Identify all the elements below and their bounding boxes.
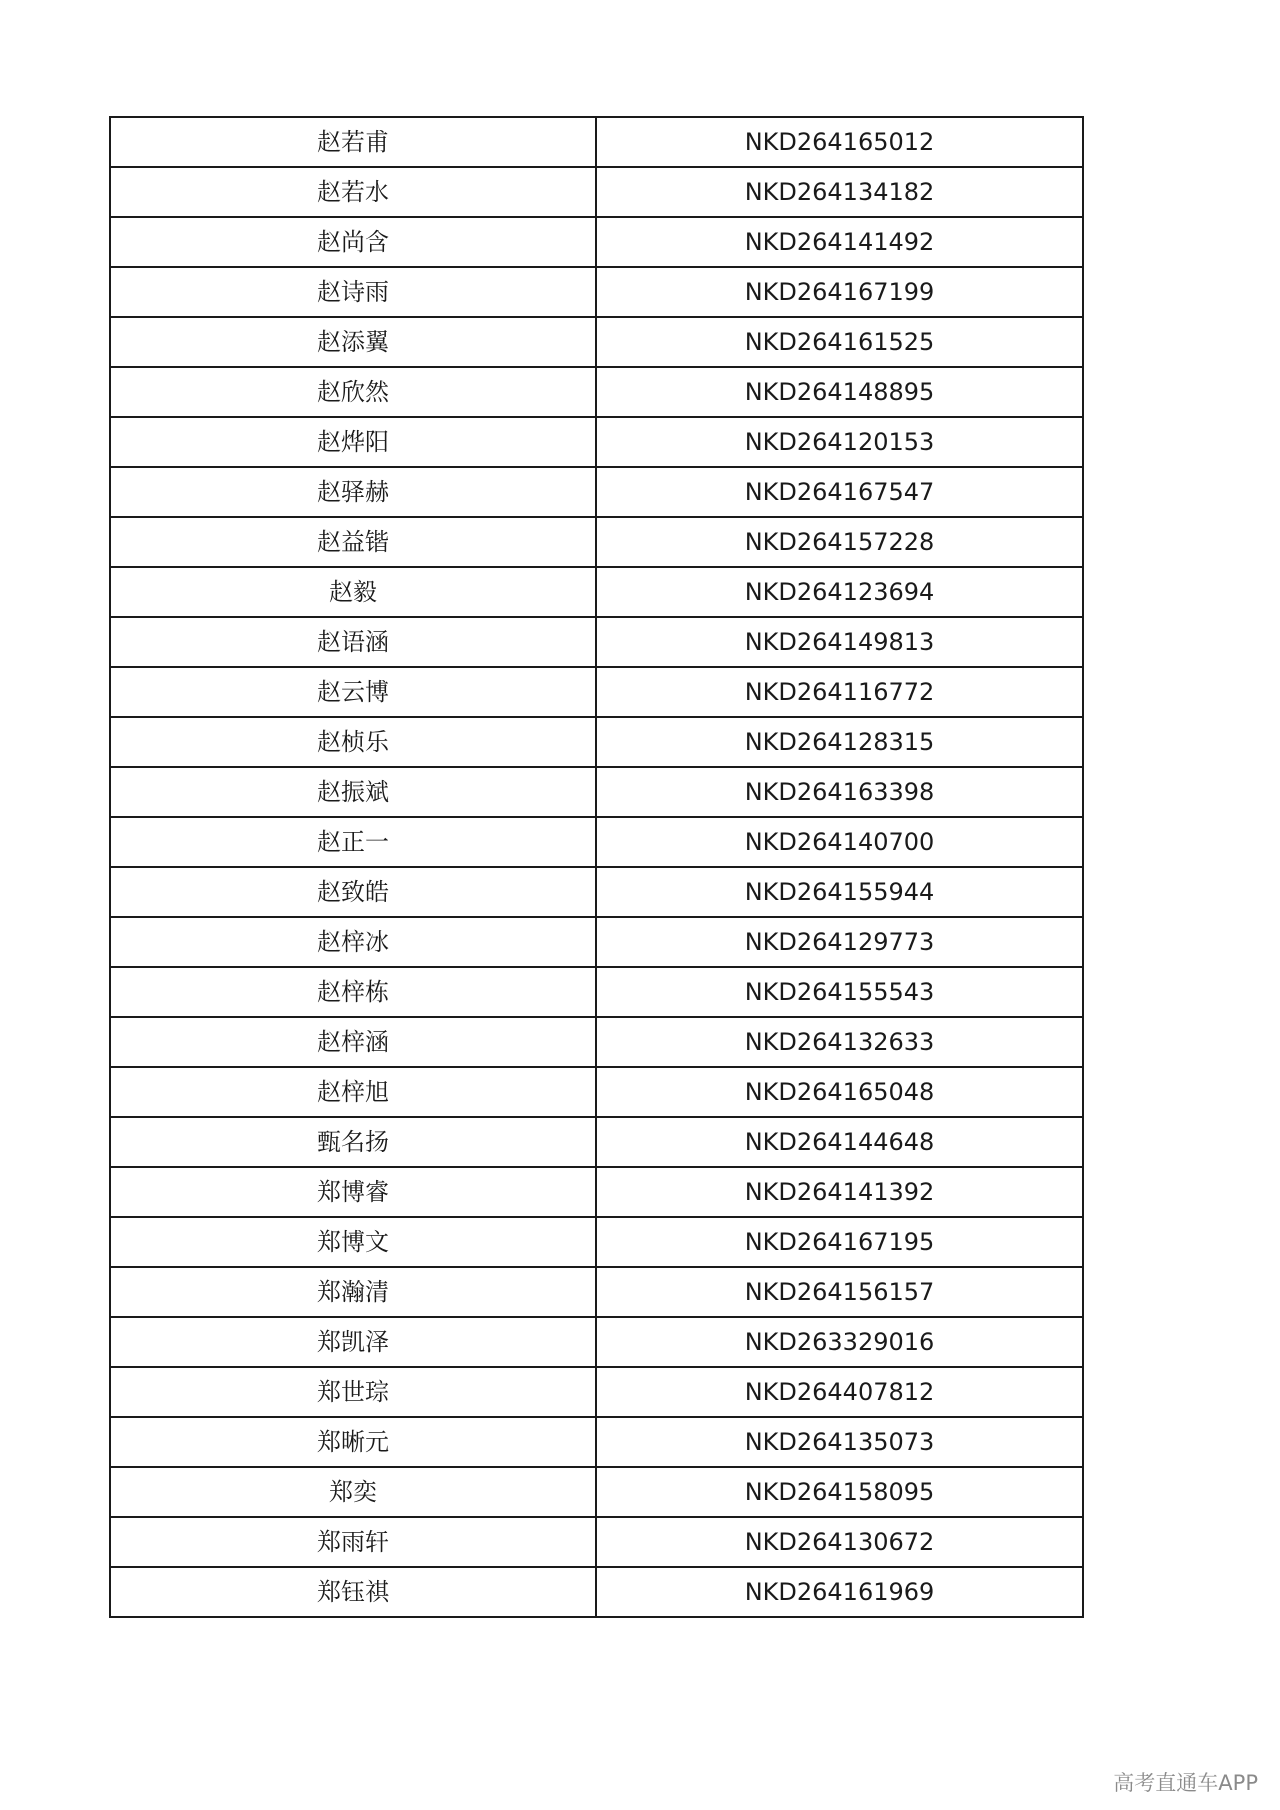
table-row xyxy=(110,1567,1083,1617)
candidate-id-cell: NKD264141392 xyxy=(596,1167,1083,1217)
table-row xyxy=(110,417,1083,467)
table-row xyxy=(110,967,1083,1017)
candidate-name-cell: 赵振斌 xyxy=(110,767,596,817)
candidate-name-cell: 郑雨轩 xyxy=(110,1517,596,1567)
candidate-name-cell: 郑博睿 xyxy=(110,1167,596,1217)
table-row xyxy=(110,1367,1083,1417)
table-row xyxy=(110,267,1083,317)
candidate-id-cell: NKD264407812 xyxy=(596,1367,1083,1417)
candidate-name-cell: 赵正一 xyxy=(110,817,596,867)
table-row xyxy=(110,1267,1083,1317)
candidate-name-cell: 郑瀚清 xyxy=(110,1267,596,1317)
candidate-id-cell: NKD264149813 xyxy=(596,617,1083,667)
candidate-id-cell: NKD264165048 xyxy=(596,1067,1083,1117)
candidate-name-cell: 郑博文 xyxy=(110,1217,596,1267)
candidate-id-cell: NKD264161525 xyxy=(596,317,1083,367)
candidate-id-cell: NKD264116772 xyxy=(596,667,1083,717)
candidate-id-cell: NKD264140700 xyxy=(596,817,1083,867)
candidate-id-cell: NKD264134182 xyxy=(596,167,1083,217)
watermark-text: 高考直通车APP xyxy=(1113,1771,1258,1795)
candidate-name-cell: 郑奕 xyxy=(110,1467,596,1517)
candidate-id-cell: NKD264120153 xyxy=(596,417,1083,467)
table-row xyxy=(110,367,1083,417)
table-row xyxy=(110,1167,1083,1217)
candidate-name-cell: 赵梓涵 xyxy=(110,1017,596,1067)
candidate-name-cell: 郑世琮 xyxy=(110,1367,596,1417)
candidate-name-cell: 赵梓旭 xyxy=(110,1067,596,1117)
candidate-id-cell: NKD264155543 xyxy=(596,967,1083,1017)
candidate-id-cell: NKD264130672 xyxy=(596,1517,1083,1567)
candidate-id-cell: NKD264158095 xyxy=(596,1467,1083,1517)
candidate-name-cell: 赵桢乐 xyxy=(110,717,596,767)
table-row xyxy=(110,817,1083,867)
table-row xyxy=(110,1117,1083,1167)
candidate-id-cell: NKD264129773 xyxy=(596,917,1083,967)
table-row xyxy=(110,1067,1083,1117)
candidate-table-body xyxy=(110,117,1083,1617)
candidate-name-cell: 赵益锴 xyxy=(110,517,596,567)
candidate-name-cell: 甄名扬 xyxy=(110,1117,596,1167)
candidate-name-cell: 赵诗雨 xyxy=(110,267,596,317)
table-row xyxy=(110,1017,1083,1067)
table-row xyxy=(110,1217,1083,1267)
candidate-id-cell: NKD264157228 xyxy=(596,517,1083,567)
candidate-id-cell: NKD264163398 xyxy=(596,767,1083,817)
table-row xyxy=(110,717,1083,767)
table-row xyxy=(110,917,1083,967)
candidate-name-cell: 赵烨阳 xyxy=(110,417,596,467)
candidate-name-cell: 赵云博 xyxy=(110,667,596,717)
candidate-id-cell: NKD264141492 xyxy=(596,217,1083,267)
candidate-id-cell: NKD264167547 xyxy=(596,467,1083,517)
candidate-id-cell: NKD264155944 xyxy=(596,867,1083,917)
table-row xyxy=(110,1467,1083,1517)
candidate-id-cell: NKD264132633 xyxy=(596,1017,1083,1067)
candidate-id-cell: NKD263329016 xyxy=(596,1317,1083,1367)
candidate-name-cell: 郑凯泽 xyxy=(110,1317,596,1367)
table-row xyxy=(110,1417,1083,1467)
candidate-name-cell: 赵驿赫 xyxy=(110,467,596,517)
table-row xyxy=(110,767,1083,817)
table-row xyxy=(110,117,1083,167)
table-row xyxy=(110,1517,1083,1567)
candidate-name-cell: 赵添翼 xyxy=(110,317,596,367)
candidate-id-cell: NKD264123694 xyxy=(596,567,1083,617)
table-row xyxy=(110,1317,1083,1367)
candidate-name-cell: 赵若水 xyxy=(110,167,596,217)
candidate-name-cell: 郑钰祺 xyxy=(110,1567,596,1617)
candidate-id-cell: NKD264135073 xyxy=(596,1417,1083,1467)
candidate-id-cell: NKD264167199 xyxy=(596,267,1083,317)
candidate-name-cell: 赵梓冰 xyxy=(110,917,596,967)
candidate-id-cell: NKD264144648 xyxy=(596,1117,1083,1167)
candidate-name-cell: 赵梓栋 xyxy=(110,967,596,1017)
candidate-id-cell: NKD264161969 xyxy=(596,1567,1083,1617)
candidate-id-cell: NKD264165012 xyxy=(596,117,1083,167)
candidate-id-cell: NKD264167195 xyxy=(596,1217,1083,1267)
candidate-name-cell: 赵若甫 xyxy=(110,117,596,167)
candidate-name-cell: 赵语涵 xyxy=(110,617,596,667)
table-row xyxy=(110,867,1083,917)
candidate-table xyxy=(109,116,1084,1618)
candidate-id-cell: NKD264156157 xyxy=(596,1267,1083,1317)
table-row xyxy=(110,217,1083,267)
table-row xyxy=(110,667,1083,717)
candidate-id-cell: NKD264148895 xyxy=(596,367,1083,417)
candidate-name-cell: 赵致皓 xyxy=(110,867,596,917)
candidate-name-cell: 郑晰元 xyxy=(110,1417,596,1467)
table-row xyxy=(110,517,1083,567)
candidate-name-cell: 赵尚含 xyxy=(110,217,596,267)
table-row xyxy=(110,167,1083,217)
candidate-name-cell: 赵毅 xyxy=(110,567,596,617)
table-row xyxy=(110,467,1083,517)
candidate-name-cell: 赵欣然 xyxy=(110,367,596,417)
table-row xyxy=(110,567,1083,617)
table-row xyxy=(110,317,1083,367)
table-row xyxy=(110,617,1083,667)
candidate-id-cell: NKD264128315 xyxy=(596,717,1083,767)
